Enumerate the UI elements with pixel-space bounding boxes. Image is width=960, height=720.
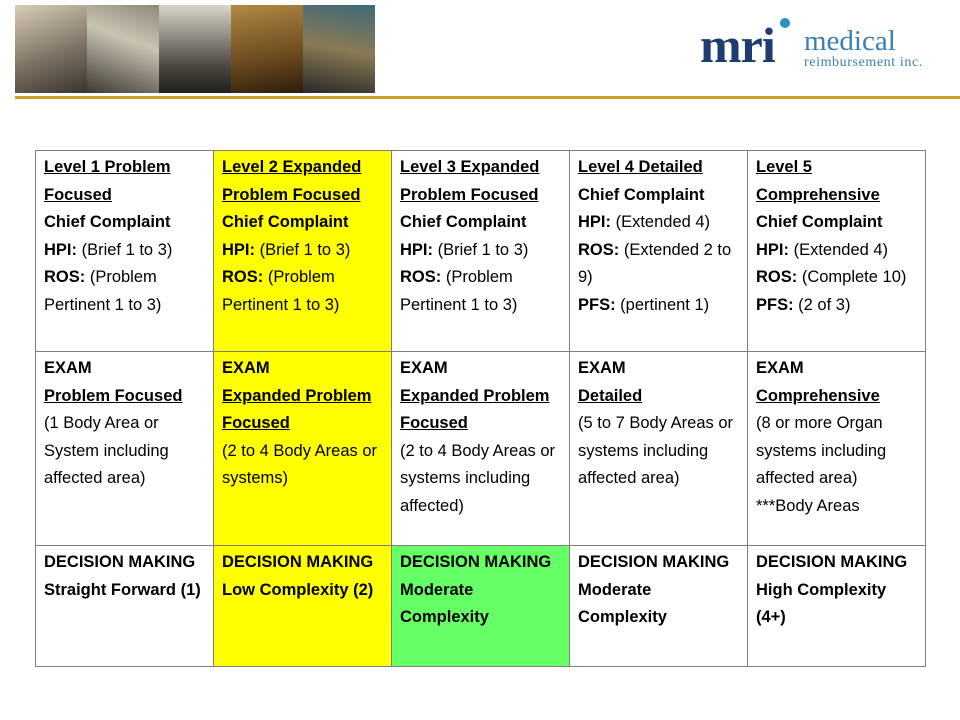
exam-cell-level3: [392, 352, 570, 546]
pfs-line: PFS: (2 of 3): [756, 295, 851, 314]
hpi-line: HPI: (Extended 4): [578, 213, 711, 231]
ros-line: ROS: (Complete 10): [756, 268, 907, 286]
ros-line: ROS: (Problem Pertinent 1 to 3): [44, 268, 162, 314]
logo-mark: mri: [700, 17, 775, 73]
level-title: Level 5: [756, 158, 812, 176]
banner-photo-ambulance-interior: [231, 5, 303, 93]
banner-photo-ambulance-stretcher: [15, 5, 87, 93]
decision-value: Moderate Complexity: [400, 580, 489, 626]
level-title: Problem Focused: [400, 185, 539, 204]
chief-complaint-label: Chief Complaint: [44, 213, 171, 231]
chief-complaint-label: Chief Complaint: [400, 213, 527, 231]
exam-label: EXAM: [756, 359, 804, 377]
decision-label: DECISION MAKING: [578, 553, 730, 571]
logo-subtitle: reimbursement inc.: [804, 55, 923, 70]
exam-description: (8 or more Organ systems including affected area) ***Body Areas: [756, 414, 887, 515]
exam-cell-level1: [36, 352, 214, 546]
decision-label: DECISION MAKING: [756, 553, 908, 571]
banner-photo-equipment: [159, 5, 231, 93]
history-cell-level1: [36, 151, 214, 352]
level-title: Level 2 Expanded: [222, 158, 362, 176]
company-logo: [700, 18, 950, 78]
exam-type: Comprehensive: [756, 386, 880, 405]
exam-row: [36, 352, 926, 546]
exam-label: EXAM: [44, 359, 92, 377]
decision-cell-level5: [748, 546, 926, 667]
exam-cell-level4: [570, 352, 748, 546]
history-cell-level3: [392, 151, 570, 352]
ros-line: ROS: (Problem Pertinent 1 to 3): [400, 268, 518, 314]
history-cell-level5: [748, 151, 926, 352]
exam-type: Detailed: [578, 386, 643, 405]
level-title: Level 4 Detailed: [578, 158, 703, 176]
decision-making-row: [36, 546, 926, 667]
exam-description: (2 to 4 Body Areas or systems): [222, 441, 378, 487]
hpi-line: HPI: (Brief 1 to 3): [400, 240, 529, 259]
level-title: Problem Focused: [222, 185, 361, 204]
exam-description: (5 to 7 Body Areas or systems including affected area): [578, 414, 734, 487]
header-divider: [15, 96, 960, 99]
decision-cell-level2: [214, 546, 392, 667]
decision-value: Low Complexity (2): [222, 580, 374, 599]
exam-type: Expanded Problem Focused: [222, 386, 372, 432]
decision-label: DECISION MAKING: [222, 553, 374, 571]
decision-value: High Complexity (4+): [756, 580, 887, 626]
history-cell-level4: [570, 151, 748, 352]
hpi-line: HPI: (Brief 1 to 3): [222, 240, 351, 259]
decision-label: DECISION MAKING: [44, 553, 196, 571]
exam-type: Expanded Problem Focused: [400, 386, 550, 432]
decision-cell-level3: [392, 546, 570, 667]
exam-label: EXAM: [222, 359, 270, 377]
chief-complaint-label: Chief Complaint: [222, 213, 349, 231]
exam-description: (2 to 4 Body Areas or systems including affected): [400, 441, 556, 515]
header-photo-banner: [15, 5, 375, 93]
em-levels-table: [35, 150, 926, 667]
exam-label: EXAM: [400, 359, 448, 377]
chief-complaint-label: Chief Complaint: [756, 213, 883, 231]
level-title: Comprehensive: [756, 185, 880, 204]
level-title: Level 3 Expanded: [400, 158, 540, 176]
level-title: Level 1 Problem: [44, 158, 171, 176]
exam-label: EXAM: [578, 359, 626, 377]
ros-line: ROS: (Extended 2 to 9): [578, 240, 732, 286]
decision-value: Straight Forward (1): [44, 580, 201, 599]
history-cell-level2: [214, 151, 392, 352]
level-title: Focused: [44, 185, 112, 204]
hpi-line: HPI: (Extended 4): [756, 240, 889, 259]
pfs-line: PFS: (pertinent 1): [578, 295, 710, 314]
decision-cell-level4: [570, 546, 748, 667]
banner-photo-patient-care: [303, 5, 375, 93]
logo-dot-icon: [780, 18, 790, 28]
exam-cell-level5: [748, 352, 926, 546]
decision-label: DECISION MAKING: [400, 553, 552, 571]
decision-cell-level1: [36, 546, 214, 667]
exam-type: Problem Focused: [44, 386, 183, 405]
exam-description: (1 Body Area or System including affected area): [44, 414, 169, 487]
ros-line: ROS: (Problem Pertinent 1 to 3): [222, 268, 340, 314]
logo-name: medical: [804, 25, 896, 57]
hpi-line: HPI: (Brief 1 to 3): [44, 240, 173, 259]
exam-cell-level2: [214, 352, 392, 546]
decision-value: Moderate Complexity: [578, 580, 667, 626]
banner-photo-paramedics: [87, 5, 159, 93]
history-row: [36, 151, 926, 352]
chief-complaint-label: Chief Complaint: [578, 185, 705, 204]
